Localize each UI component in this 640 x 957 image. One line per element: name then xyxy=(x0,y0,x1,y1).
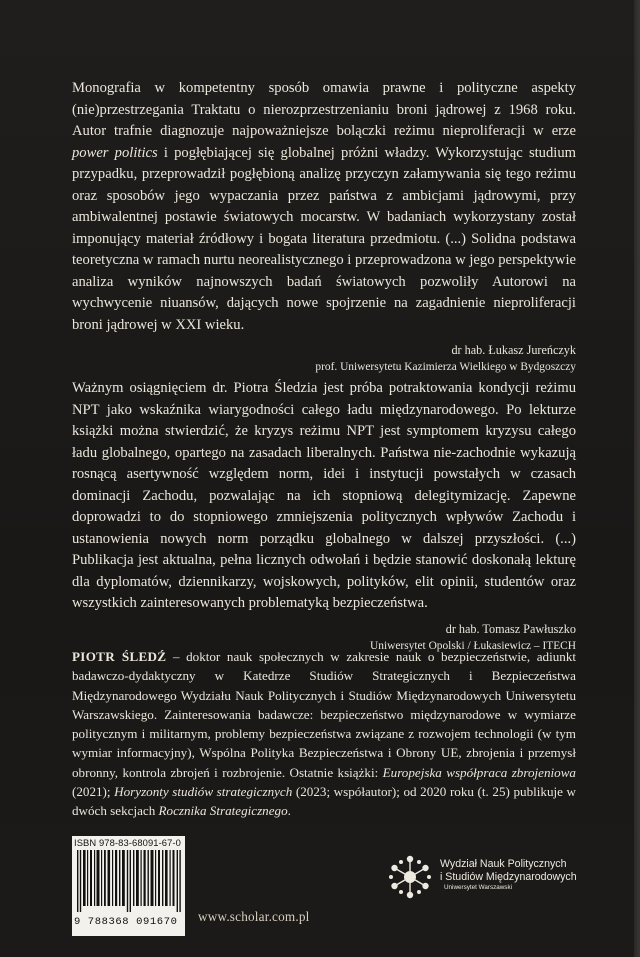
review-1-signature xyxy=(72,342,576,376)
review-1-italic-term: power politics xyxy=(72,144,158,161)
cover-edge xyxy=(634,0,640,957)
yearbook-title: Rocznika Strategicznego xyxy=(158,803,288,819)
author-name: PIOTR ŚLEDŹ xyxy=(72,649,167,664)
review-2 xyxy=(72,378,576,655)
review-1-text xyxy=(72,78,576,336)
barcode-bars xyxy=(77,850,181,912)
review-1-affiliation: prof. Uniwersytetu Kazimierza Wielkiego w Bydgoszczy xyxy=(315,361,576,373)
bio-text-part: (2023; współautor); od 2020 roku (t. 25) publikuje w dwóch sekcjach xyxy=(72,784,576,819)
book-title-1: Europejska współpraca zbrojeniowa xyxy=(382,764,576,780)
review-2-text: Ważnym osiągnięciem dr. Piotra Śledzia jest próba potraktowania kondycji reżimu NPT jako wskaźnika wiarygodności całego ładu międzynarodowego. Po lekturze książki można stwierdzić, że kryzys reżimu NPT jest symptomem kryzysu całego ładu globalnego, opartego na zasadach liberalnych. Państwa nie-zachodnie wykazują rosnącą asertywność względem norm, idei i instytucji powstałych w czasach dominacji Zachodu, pozwalając na ich stopniową delegitymizację. Zapewne doprowadzi to do stopniowego zmniejszenia politycznych wpływów Zachodu i ustanowienia nowych norm porządku globalnego w dalszej przyszłości. (...) Publikacja jest aktualna, pełna licznych odwołań i będzie stanowić doskonałą lekturę dla dyplomatów, dziennikarzy, wojskowych, polityków, elit opinii, studentów oraz wszystkich zainteresowanych problematyką bezpieczeństwa. xyxy=(72,380,576,611)
university-logo-icon xyxy=(386,853,434,901)
bio-text-part: – doktor nauk społecznych w zakresie nauk o bezpieczeństwie, adiunkt badawczo-dydaktyczny w Katedrze Studiów Strategicznych i Bezpieczeństwa Międzynarodowego Wydziału Nauk Politycznych i Studiów Międzynarodowych Uniwersytetu Warszawskiego. Zainteresowania badawcze: bezpieczeństwo międzynarodowe w wymiarze politycznym i militarnym, problemy bezpieczeństwa związane z rozwojem technologii (w tym wymiar informacyjny), Wspólna Polityka Bezpieczeństwa i Obrony UE, zbrojenia i przemysł obronny, kontrola zbrojeń i rozbrojenie. Ostatnie książki: xyxy=(72,649,577,780)
isbn-barcode xyxy=(72,836,185,936)
review-1 xyxy=(72,78,576,376)
review-1-author: dr hab. Łukasz Jureńczyk xyxy=(451,343,576,357)
review-1-text-part: Monografia w kompetentny sposób omawia prawne i polityczne aspekty (nie)przestrzegania Traktatu o nierozprzestrzenianiu broni jądrowej z 1968 roku. Autor trafnie diagnozuje najpoważniejsze bolączki reżimu nieproliferacji w erze xyxy=(72,80,576,139)
publisher-website[interactable]: www.scholar.com.pl xyxy=(198,909,310,924)
book-title-2: Horyzonty studiów strategicznych xyxy=(114,784,293,800)
author-bio xyxy=(72,647,576,821)
institution-line-1: Wydział Nauk Politycznych xyxy=(440,858,567,870)
review-2-affiliation: Uniwersytet Opolski / Łukasiewicz – ITECH xyxy=(370,639,576,652)
review-2-author: dr hab. Tomasz Pawłuszko xyxy=(445,621,576,636)
review-1-text-part: i pogłębiającej się globalnej próżni władzy. Wykorzystując studium przypadku, przeprowadził pogłębioną analizę przyczyn załamywania się tego reżimu oraz sposobów jego wypaczania przez państwa z ambicjami jądrowymi, przy ambiwalentnej postawie światowych mocarstw. W badaniach wykorzystany został imponujący materiał źródłowy i bogata literatura przedmiotu. (...) Solidna podstawa teoretyczna w ramach nurtu neorealistycznego i przeprowadzona w jego perspektywie analiza wyników najnowszych badań światowych pozwoliły Autorowi na wychwycenie niuansów, dających nowe spojrzenie na zagadnienie nieproliferacji broni jądrowej w XXI wieku. xyxy=(72,144,576,333)
bio-text-part: . xyxy=(287,803,291,819)
institution-line-3: Uniwersytet Warszawski xyxy=(444,884,512,891)
institution-name xyxy=(440,858,577,893)
author-bio-text xyxy=(72,647,576,821)
bio-text-part: (2021); xyxy=(72,784,115,800)
barcode-digits: 9 788368 091670 xyxy=(74,916,178,928)
institution-line-2: i Studiów Międzynarodowych xyxy=(440,870,577,883)
isbn-label: ISBN 978-83-68091-67-0 xyxy=(74,837,181,848)
